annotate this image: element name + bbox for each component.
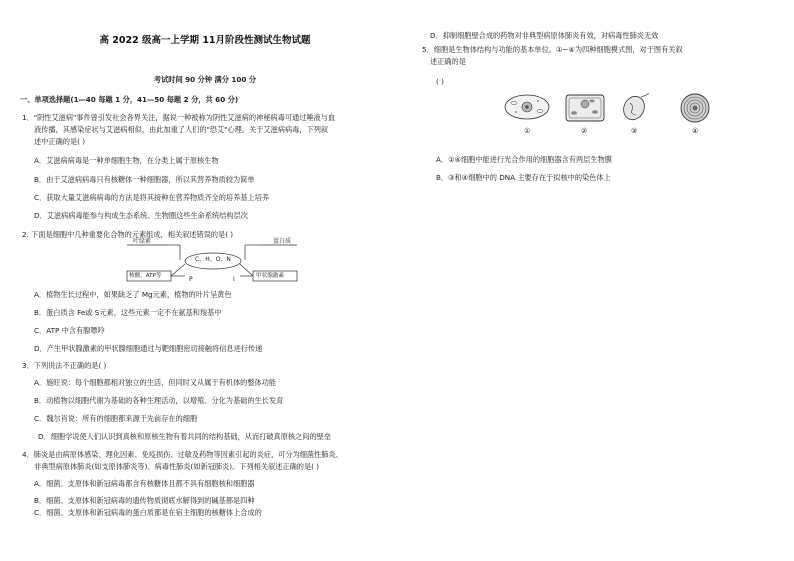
cell-3-drawing — [620, 93, 649, 123]
q4-option-a[interactable]: A．细菌、支原体和新冠病毒都含有核糖体且都不具有细胞核和细胞器 — [34, 479, 255, 488]
q3-option-d[interactable]: D．细胞学说使人们认识到真核和原核生物有着共同的结构基础，从而打破真原核之间的壁垒 — [38, 432, 332, 441]
cell-label-2: ② — [581, 127, 588, 135]
q2-option-d[interactable]: D．产生甲状腺激素的甲状腺细胞通过与靶细胞密切接触将信息进行传递 — [34, 344, 263, 353]
q3-option-c[interactable]: C．魏尔肖说：所有的细胞都来源于先前存在的细胞 — [34, 414, 198, 423]
element-composition-diagram — [125, 240, 300, 284]
diagram-box-protein: 蛋白质 — [273, 238, 292, 245]
q1-option-d[interactable]: D．艾滋病病毒能参与构成生态系统、生物圈这些生命系统结构层次 — [34, 211, 248, 220]
q1-option-c[interactable]: C．获取大量艾滋病病毒的方法是将其接种在营养物质齐全的培养基上培养 — [34, 193, 270, 202]
exam-meta: 考试时间 90 分钟 满分 100 分 — [153, 75, 257, 84]
diagram-box-nucleic-acid: 核酸，ATP等 — [129, 273, 162, 279]
diagram-label-p: P — [189, 276, 193, 283]
q4-line: 4．肺炎是由病原体感染、理化因素、免疫损伤、过敏及药物等因素引起的炎症，可分为细菌性肺炎、 — [22, 450, 343, 459]
q4-option-b[interactable]: B．细菌、支原体和新冠病毒的遗传物质彻底水解得到的碱基都是四种 — [34, 496, 255, 505]
cell-1-drawing — [505, 95, 549, 119]
q5-line: ( ) — [436, 77, 444, 86]
q1-option-b[interactable]: B．由于艾滋病病毒只有核糖体一种细胞器，所以其营养物质较为简单 — [34, 175, 255, 184]
q1-line: 1．"阴性艾滋病"事件曾引发社会各界关注，据说一种被称为阴性艾滋病的神秘病毒可通过唾液与血 — [22, 113, 336, 122]
q5-option-a[interactable]: A．①④细胞中能进行光合作用的细胞器含有两层生物膜 — [436, 155, 612, 164]
section-heading: 一、单项选择题(1—40 每题 1 分，41—50 每题 2 分，共 60 分) — [20, 95, 239, 104]
diagram-label-i: I — [233, 276, 235, 283]
cell-label-1: ① — [524, 127, 531, 135]
q3-option-a[interactable]: A．施旺说：每个细胞都相对独立的生活，但同时又从属于有机体的整体功能 — [34, 378, 277, 387]
q2-option-a[interactable]: A．植物生长过程中，如果缺乏了 Mg元素，植物的叶片呈黄色 — [34, 290, 232, 299]
q4-option-c[interactable]: C．细菌、支原体和新冠病毒的蛋白质都是在宿主细胞的核糖体上合成的 — [34, 508, 262, 517]
q5-line: 述正确的是 — [430, 57, 466, 66]
q1-line: 述中正确的是( ) — [34, 137, 86, 146]
cell-label-4: ④ — [692, 127, 699, 135]
q4-option-d[interactable]: D．抑制细胞壁合成的药物对非典型病原体肺炎有效，对病毒性肺炎无效 — [430, 31, 659, 40]
q3-stem: 3．下列说法不正确的是( ) — [22, 361, 107, 370]
q4-line: 非典型病原体肺炎(如支原体肺炎等)、病毒性肺炎(如新冠肺炎)。下列相关叙述正确的是( ) — [34, 462, 320, 471]
q2-stem: 2. 下面是细胞中几种重要化合物的元素组成，相关叙述错误的是( ) — [22, 230, 234, 239]
diagram-box-thyroxine: 甲状腺激素 — [256, 273, 284, 279]
q5-option-b[interactable]: B．③和④细胞中的 DNA 主要存在于拟核中的染色体上 — [436, 173, 611, 182]
page-title: 高 2022 级高一上学期 11月阶段性测试生物试题 — [99, 35, 311, 46]
q1-option-a[interactable]: A．艾滋病病毒是一种单细胞生物，在分类上属于原核生物 — [34, 156, 219, 165]
cell-model-figure — [500, 93, 730, 137]
q2-option-c[interactable]: C．ATP 中含有腺嘌呤 — [34, 326, 105, 335]
diagram-box-chlorophyll: 叶绿素 — [133, 238, 152, 245]
cell-label-3: ③ — [631, 127, 638, 135]
q1-line: 液传播，其感染症状与艾滋病相似，由此加重了人们的"恐艾"心理。关于艾滋病病毒，下列叙 — [34, 125, 329, 134]
cell-4-drawing — [681, 94, 709, 122]
q3-option-b[interactable]: B．动植物以细胞代谢为基础的各种生理活动，以增殖、分化为基础的生长发育 — [34, 396, 284, 405]
cell-2-drawing — [566, 95, 604, 121]
q2-option-b[interactable]: B．蛋白质含 Fe或 S元素，这些元素一定不在氨基和羧基中 — [34, 308, 222, 317]
q5-line: 5．细胞是生物体结构与功能的基本单位。①~④为四种细胞模式图，对于图有关叙 — [422, 45, 683, 54]
cell-drawings — [500, 93, 730, 127]
diagram-center-elements: C、H、O、N — [195, 256, 231, 263]
